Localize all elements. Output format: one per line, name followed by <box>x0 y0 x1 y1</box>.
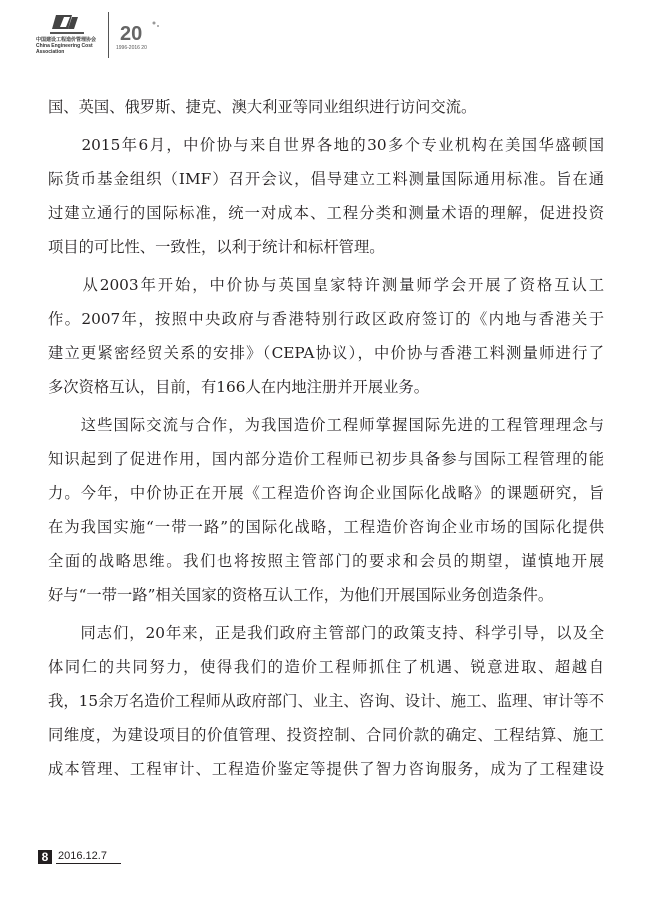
text-line: 体同仁的共同努力，使得我们的造价工程师抓住了机遇、锐意进取、超越自 <box>48 658 604 676</box>
text-line: 同维度，为建设项目的价值管理、投资控制、合同价款的确定、工程结算、施工 <box>48 726 604 744</box>
text-line: 从2003年开始，中价协与英国皇家特许测量师学会开展了资格互认工 <box>48 276 604 294</box>
header-divider <box>108 12 109 58</box>
text-line: 知识起到了促进作用，国内部分造价工程师已初步具备参与国际工程管理的能 <box>48 450 604 468</box>
anniversary-logo-text: 1996-2016 20 <box>116 45 147 51</box>
text-line: 项目的可比性、一致性，以利于统计和标杆管理。 <box>48 238 385 256</box>
text-line: 际货币基金组织（IMF）召开会议，倡导建立工料测量国际通用标准。旨在通 <box>48 170 604 188</box>
association-logo <box>40 14 98 36</box>
text-line: 2015年6月，中价协与来自世界各地的30多个专业机构在美国华盛顿国 <box>48 136 604 154</box>
association-logo-text: 中国建设工程造价管理协会 China Engineering Cost Association <box>36 37 97 55</box>
text-line: 在为我国实施“一带一路”的国际化战略，工程造价咨询企业市场的国际化提供 <box>48 518 604 536</box>
paragraph <box>48 268 604 404</box>
text-line: 建立更紧密经贸关系的安排》（CEPA协议），中价协与香港工料测量师进行了 <box>48 344 604 362</box>
issue-date: 2016.12.7 <box>56 850 121 864</box>
text-line: 这些国际交流与合作，为我国造价工程师掌握国际先进的工程管理理念与 <box>48 416 604 434</box>
text-line: 全面的战略思维。我们也将按照主管部门的要求和会员的期望，谨慎地开展 <box>48 552 604 570</box>
text-line: 好与“一带一路”相关国家的资格互认工作，为他们开展国际业务创造条件。 <box>48 586 554 604</box>
text-line: 过建立通行的国际标准，统一对成本、工程分类和测量术语的理解，促进投资 <box>48 204 604 222</box>
text-line: 我，15余万名造价工程师从政府部门、业主、咨询、设计、施工、监理、审计等不 <box>48 692 604 710</box>
anniversary-20-logo <box>116 18 164 44</box>
text-line: 同志们，20年来，正是我们政府主管部门的政策支持、科学引导，以及全 <box>48 624 604 642</box>
text-line: 作。2007年，按照中央政府与香港特别行政区政府签订的《内地与香港关于 <box>48 310 604 328</box>
paragraph <box>48 408 604 612</box>
text-line: 国、英国、俄罗斯、捷克、澳大利亚等同业组织进行访问交流。 <box>48 98 477 116</box>
body-text <box>48 90 604 790</box>
svg-text:20: 20 <box>120 23 143 44</box>
paragraph <box>48 90 604 124</box>
text-line: 多次资格互认，目前，有166人在内地注册并开展业务。 <box>48 378 430 396</box>
page-footer <box>38 850 121 864</box>
paragraph <box>48 616 604 786</box>
paragraph <box>48 128 604 264</box>
page-number: 8 <box>38 850 52 864</box>
page-header <box>36 10 236 56</box>
text-line: 力。今年，中价协正在开展《工程造价咨询企业国际化战略》的课题研究，旨 <box>48 484 604 502</box>
text-line: 成本管理、工程审计、工程造价鉴定等提供了智力咨询服务，成为了工程建设 <box>48 760 604 778</box>
